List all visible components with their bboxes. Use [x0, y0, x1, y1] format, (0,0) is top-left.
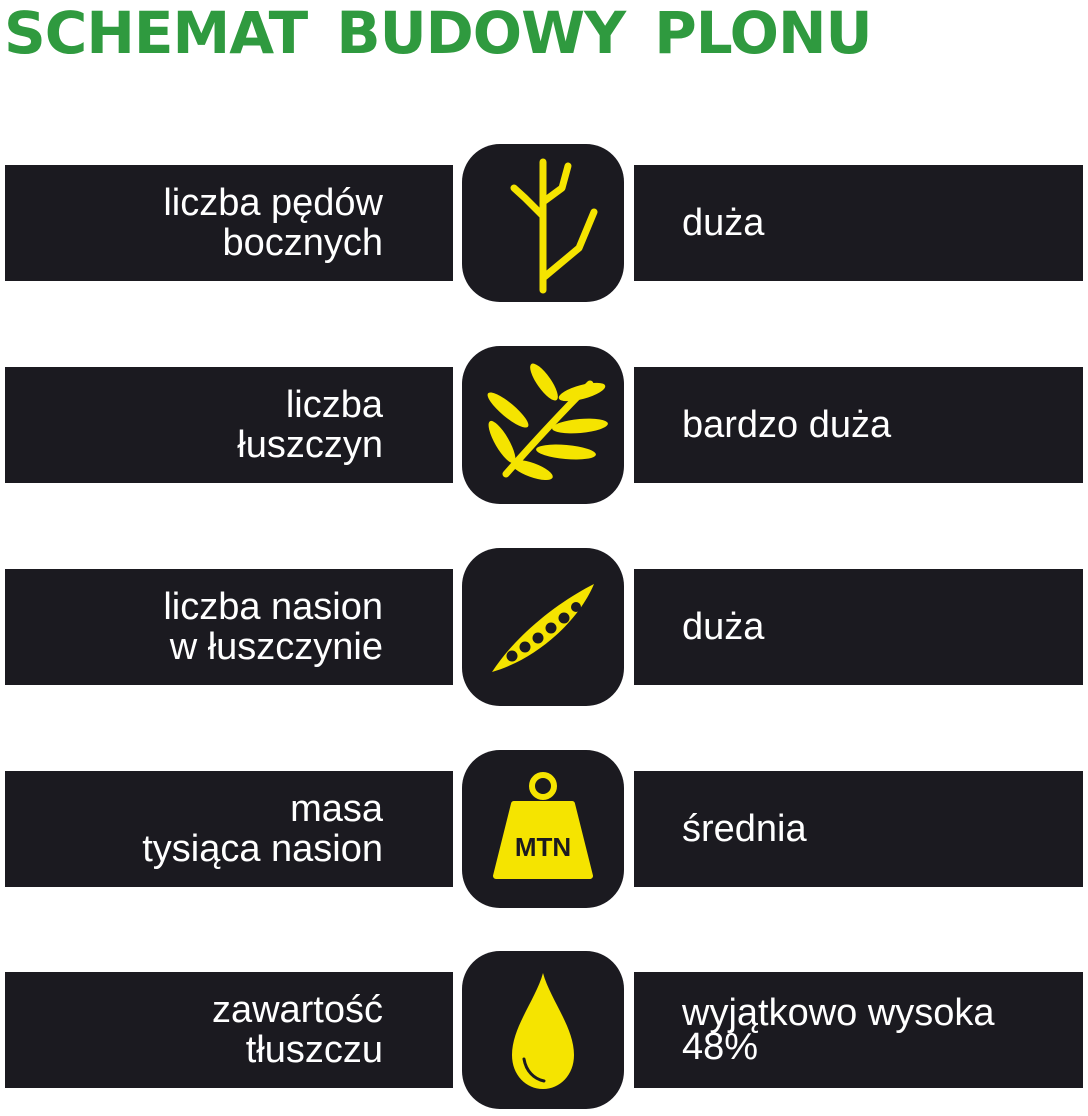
value-bar — [634, 771, 1083, 887]
icon-box — [457, 341, 629, 509]
icon-box — [457, 745, 629, 913]
row-label-line: bocznych — [222, 222, 383, 264]
row-label-line: liczba pędów — [163, 182, 383, 224]
row-label-line: liczba — [285, 384, 383, 426]
row-label-line: masa — [290, 788, 383, 830]
icon-box — [457, 543, 629, 711]
icon-box — [457, 946, 629, 1114]
yield-row-fat-content — [0, 946, 1088, 1116]
page-title: SCHEMAT BUDOWY PLONU — [4, 0, 872, 67]
label-bar — [5, 569, 453, 685]
row-value: bardzo duża — [682, 404, 892, 446]
value-bar — [634, 367, 1083, 483]
label-bar — [5, 771, 453, 887]
row-label-line: liczba nasion — [163, 586, 383, 628]
row-value: wyjątkowo wysoka — [682, 992, 995, 1034]
yield-row-thousand-seed-weight — [0, 745, 1088, 915]
row-value: duża — [682, 606, 765, 648]
row-value: duża — [682, 202, 765, 244]
yield-row-pods — [0, 341, 1088, 511]
row-label-line: tysiąca nasion — [142, 828, 383, 870]
leafy-branch-icon — [462, 346, 624, 504]
row-label-line: tłuszczu — [245, 1029, 383, 1071]
weight-icon-label: MTN — [514, 832, 572, 862]
weight-icon — [462, 750, 624, 908]
value-bar — [634, 972, 1083, 1088]
value-bar — [634, 569, 1083, 685]
label-bar — [5, 367, 453, 483]
oil-drop-icon — [462, 951, 624, 1109]
yield-row-seeds-per-pod — [0, 543, 1088, 713]
seed-pod-icon — [462, 548, 624, 706]
label-bar — [5, 972, 453, 1088]
row-value: 48% — [682, 1026, 759, 1068]
branch-icon — [462, 144, 624, 302]
yield-row-side-shoots — [0, 139, 1088, 309]
row-label-line: zawartość — [211, 989, 383, 1031]
row-label-line: w łuszczynie — [169, 626, 383, 668]
icon-box — [457, 139, 629, 307]
row-value: średnia — [682, 808, 807, 850]
label-bar — [5, 165, 453, 281]
row-label-line: łuszczyn — [237, 424, 383, 466]
value-bar — [634, 165, 1083, 281]
